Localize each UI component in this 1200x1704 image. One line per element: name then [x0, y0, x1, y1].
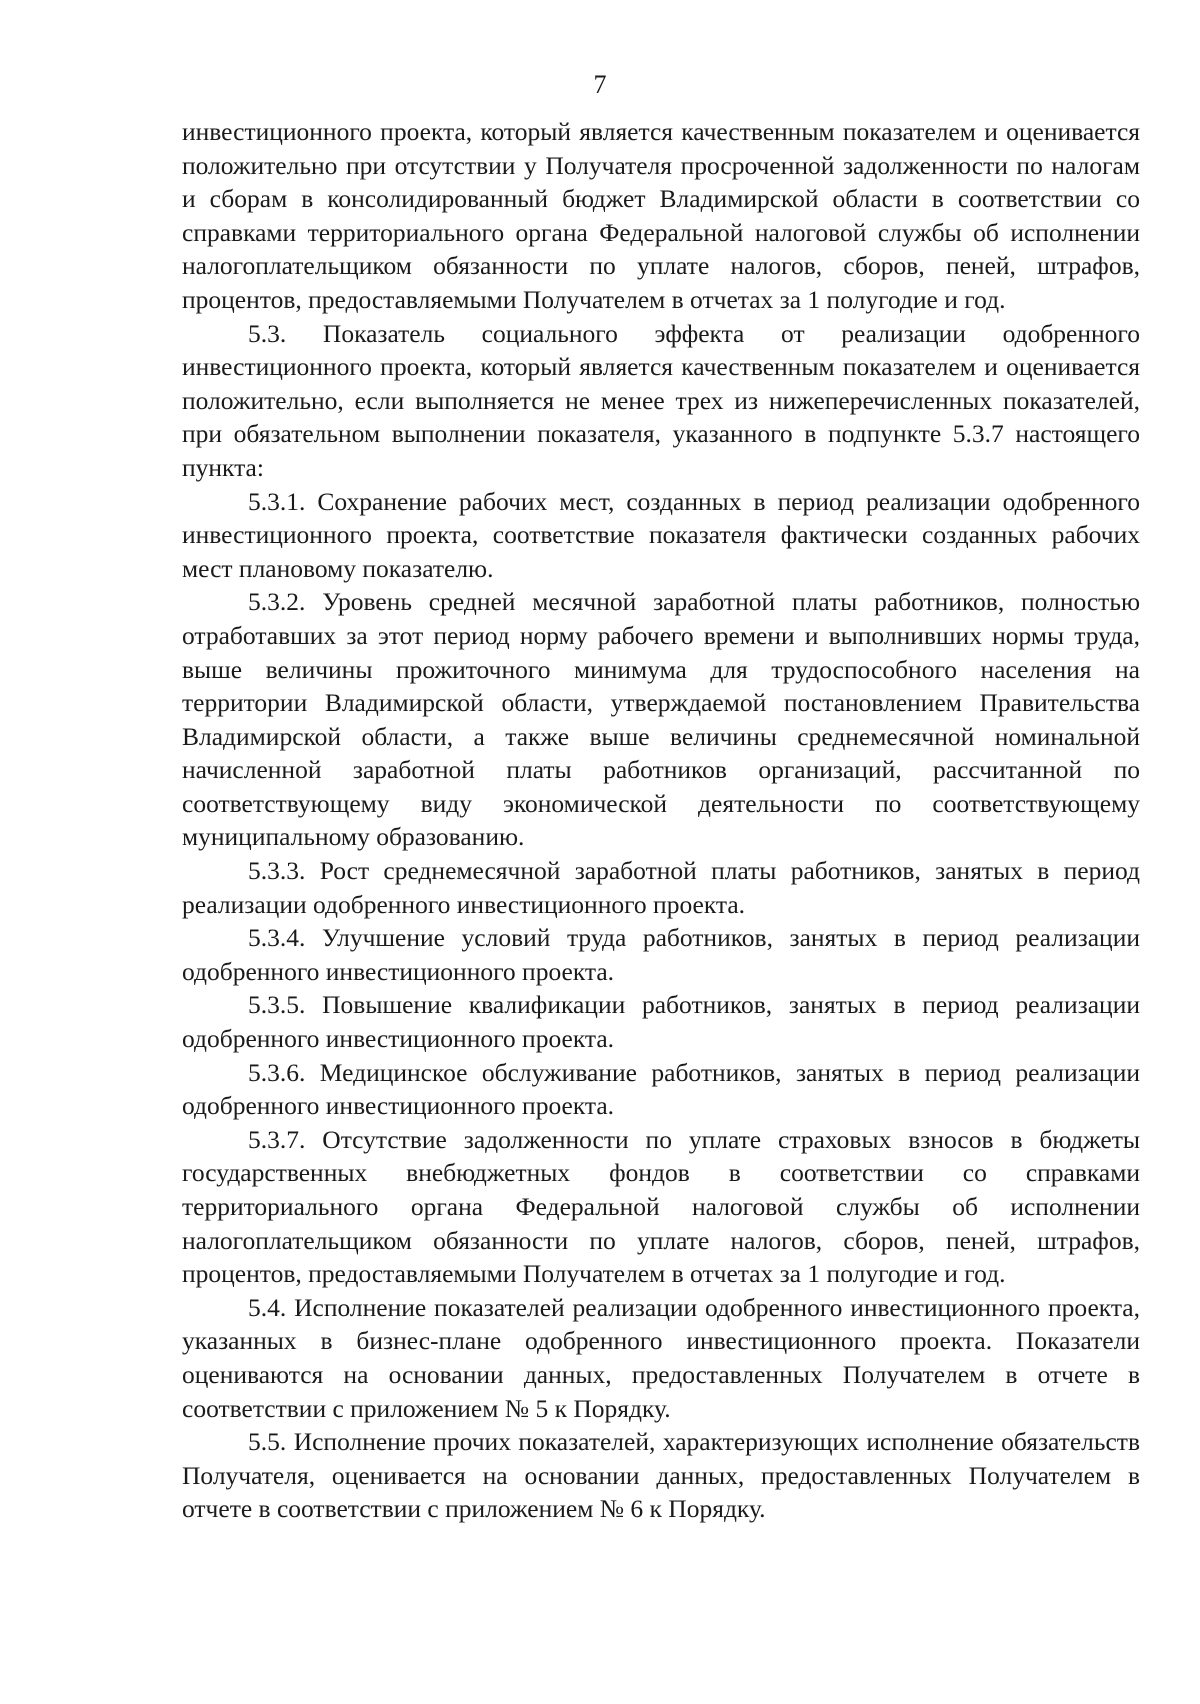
- paragraph-5-3-2: 5.3.2. Уровень средней месячной заработной платы работников, полностью отработавших за этот период норму рабочего времени и выполнивших нормы труда, выше величины прожиточного минимума для трудоспособного населения на территории Владимирской области, утверждаемой постановлением Правительства Владимирской области, а также выше величины среднемесячной номинальной начисленной заработной платы работников организаций, рассчитанной по соответствующему виду экономической деятельности по соответствующему муниципальному образованию.: [182, 587, 1140, 852]
- paragraph-5-3-4: 5.3.4. Улучшение условий труда работников, занятых в период реализации одобренного инвестиционного проекта.: [182, 923, 1140, 986]
- paragraph-5-3: 5.3. Показатель социального эффекта от реализации одобренного инвестиционного проекта, который является качественным показателем и оценивается положительно, если выполняется не менее трех из нижеперечисленных показателей, при обязательном выполнении показателя, указанного в подпункте 5.3.7 настоящего пункта:: [182, 318, 1140, 482]
- paragraph-5-3-6: 5.3.6. Медицинское обслуживание работников, занятых в период реализации одобренного инвестиционного проекта.: [182, 1057, 1140, 1121]
- paragraph-continuation: инвестиционного проекта, который является качественным показателем и оценивается положительно при отсутствии у Получателя просроченной задолженности по налогам и сборам в консолидированный бюджет Владимирской области в соответствии со справками территориального органа Федеральной налоговой службы об исполнении налогоплательщиком обязанности по уплате налогов, сборов, пеней, штрафов, процентов, предоставляемыми Получателем в отчетах за 1 полугодие и год.: [182, 117, 1140, 314]
- paragraph-5-5: 5.5. Исполнение прочих показателей, характеризующих исполнение обязательств Получателя, оценивается на основании данных, предоставленных Получателем в отчете в соответствии с приложением № 6 к Порядку.: [182, 1427, 1140, 1524]
- document-body: [182, 115, 1140, 1526]
- paragraph-5-3-5: 5.3.5. Повышение квалификации работников, занятых в период реализации одобренного инвестиционного проекта.: [182, 990, 1140, 1054]
- page-number: 7: [593, 70, 607, 99]
- paragraph-5-3-7: 5.3.7. Отсутствие задолженности по уплате страховых взносов в бюджеты государственных внебюджетных фондов в соответствии со справками территориального органа Федеральной налоговой службы об исполнении налогоплательщиком обязанности по уплате налогов, сборов, пеней, штрафов, процентов, предоставляемыми Получателем в отчетах за 1 полугодие и год.: [182, 1124, 1140, 1289]
- paragraph-5-4: 5.4. Исполнение показателей реализации одобренного инвестиционного проекта, указанных в бизнес-плане одобренного инвестиционного проекта. Показатели оцениваются на основании данных, предоставленных Получателем в отчете в соответствии с приложением № 5 к Порядку.: [182, 1292, 1140, 1423]
- paragraph-5-3-1: 5.3.1. Сохранение рабочих мест, созданных в период реализации одобренного инвестиционного проекта, соответствие показателя фактически созданных рабочих мест плановому показателю.: [182, 486, 1140, 583]
- paragraph-5-3-3: 5.3.3. Рост среднемесячной заработной платы работников, занятых в период реализации одобренного инвестиционного проекта.: [182, 856, 1140, 919]
